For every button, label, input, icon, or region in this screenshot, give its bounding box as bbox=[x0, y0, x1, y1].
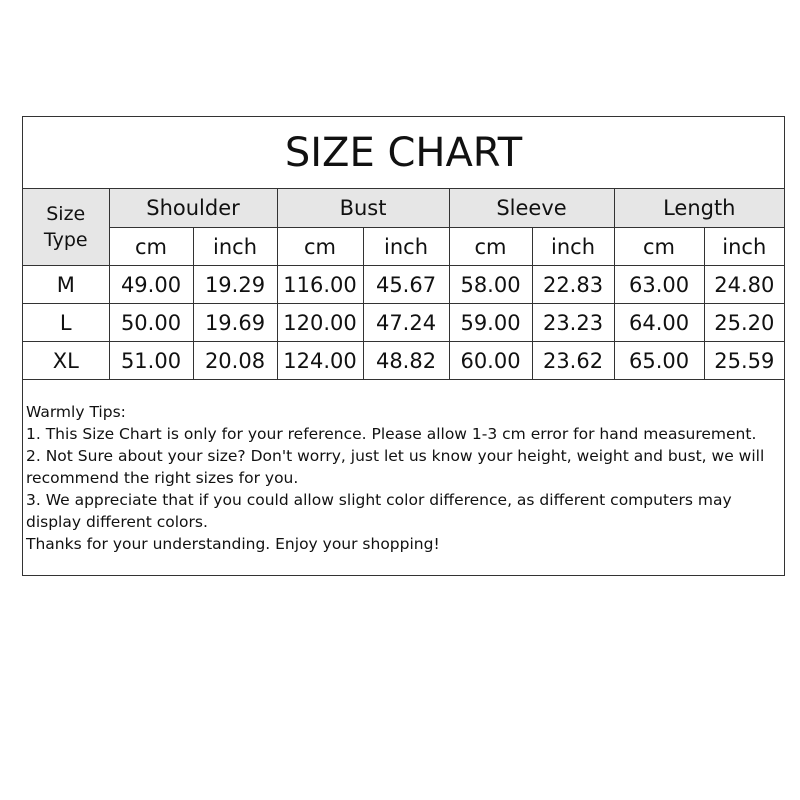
group-header-sleeve: Sleeve bbox=[449, 189, 614, 228]
tips-heading: Warmly Tips: bbox=[26, 403, 126, 421]
table-cell: 58.00 bbox=[449, 266, 532, 304]
group-header-shoulder: Shoulder bbox=[109, 189, 277, 228]
size-table bbox=[23, 189, 784, 380]
table-cell: 47.24 bbox=[363, 304, 449, 342]
table-cell: 116.00 bbox=[277, 266, 363, 304]
tip-line: Thanks for your understanding. Enjoy your shopping! bbox=[26, 535, 440, 553]
table-cell: 49.00 bbox=[109, 266, 193, 304]
unit-header-cell: cm bbox=[109, 228, 193, 266]
table-row bbox=[23, 266, 784, 304]
table-cell: 22.83 bbox=[532, 266, 614, 304]
unit-header-cell: inch bbox=[193, 228, 277, 266]
size-type-label-line2: Type bbox=[43, 229, 88, 251]
tips-section bbox=[26, 401, 781, 555]
unit-header-cell: cm bbox=[277, 228, 363, 266]
table-cell: 59.00 bbox=[449, 304, 532, 342]
table-cell: 25.59 bbox=[704, 342, 784, 380]
table-cell: 120.00 bbox=[277, 304, 363, 342]
chart-title: SIZE CHART bbox=[23, 117, 784, 189]
size-label-cell: M bbox=[23, 266, 109, 304]
tip-line: 3. We appreciate that if you could allow slight color difference, as different computers may display different colors. bbox=[26, 491, 732, 531]
table-cell: 20.08 bbox=[193, 342, 277, 380]
group-header-length: Length bbox=[614, 189, 784, 228]
table-cell: 23.23 bbox=[532, 304, 614, 342]
tip-line: 2. Not Sure about your size? Don't worry, just let us know your height, weight and bust, we will recommend the right sizes for you. bbox=[26, 447, 765, 487]
table-cell: 23.62 bbox=[532, 342, 614, 380]
unit-header-cell: cm bbox=[614, 228, 704, 266]
table-cell: 48.82 bbox=[363, 342, 449, 380]
size-chart bbox=[22, 116, 785, 576]
table-cell: 19.69 bbox=[193, 304, 277, 342]
table-cell: 19.29 bbox=[193, 266, 277, 304]
unit-header-cell: inch bbox=[532, 228, 614, 266]
table-cell: 25.20 bbox=[704, 304, 784, 342]
table-cell: 60.00 bbox=[449, 342, 532, 380]
size-label-cell: L bbox=[23, 304, 109, 342]
unit-header-cell: cm bbox=[449, 228, 532, 266]
table-cell: 64.00 bbox=[614, 304, 704, 342]
unit-header-row bbox=[23, 228, 784, 266]
table-cell: 50.00 bbox=[109, 304, 193, 342]
table-cell: 124.00 bbox=[277, 342, 363, 380]
group-header-bust: Bust bbox=[277, 189, 449, 228]
table-cell: 45.67 bbox=[363, 266, 449, 304]
table-cell: 63.00 bbox=[614, 266, 704, 304]
group-header-row bbox=[23, 189, 784, 228]
tip-line: 1. This Size Chart is only for your reference. Please allow 1-3 cm error for hand measurement. bbox=[26, 425, 757, 443]
unit-header-cell: inch bbox=[363, 228, 449, 266]
table-row bbox=[23, 342, 784, 380]
table-cell: 24.80 bbox=[704, 266, 784, 304]
unit-header-cell: inch bbox=[704, 228, 784, 266]
size-type-header bbox=[23, 189, 109, 266]
table-cell: 65.00 bbox=[614, 342, 704, 380]
size-type-label-line1: Size bbox=[46, 203, 86, 225]
table-cell: 51.00 bbox=[109, 342, 193, 380]
size-label-cell: XL bbox=[23, 342, 109, 380]
table-row bbox=[23, 304, 784, 342]
